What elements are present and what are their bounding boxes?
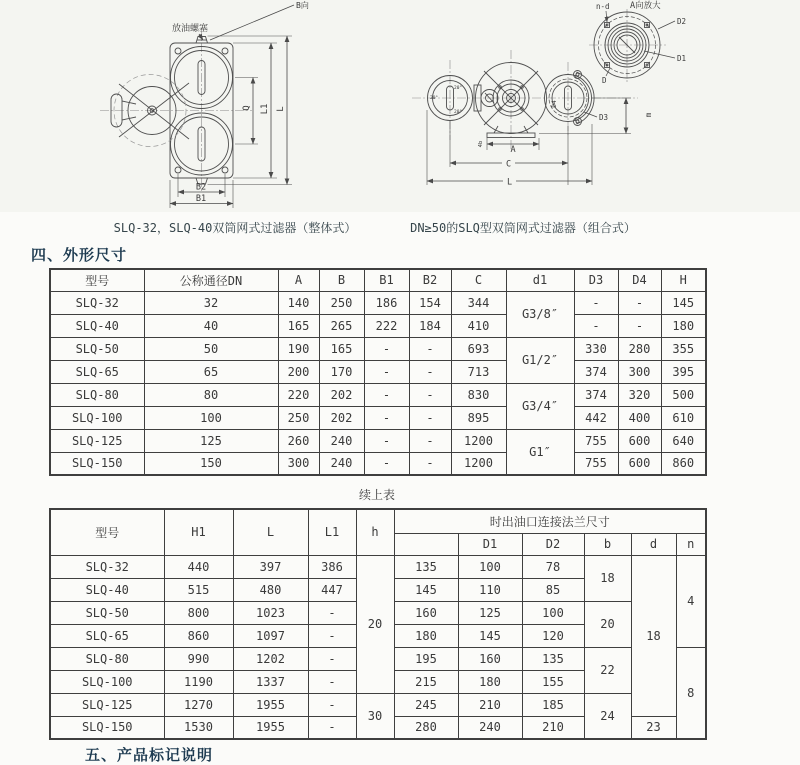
table-cell: - <box>618 314 661 337</box>
table-cell: 184 <box>409 314 451 337</box>
table-cell: 215 <box>394 670 458 693</box>
column-header: B <box>319 269 364 291</box>
table-group-header-row <box>50 509 706 533</box>
table-cell: 200 <box>278 360 319 383</box>
table-cell: 240 <box>319 429 364 452</box>
table-cell: 860 <box>661 452 706 475</box>
table-cell: - <box>308 693 356 716</box>
table-cell: 386 <box>308 555 356 578</box>
table-cell: 150 <box>144 452 278 475</box>
dim-l2-label: L <box>506 177 513 188</box>
table-cell: 395 <box>661 360 706 383</box>
column-header: H <box>661 269 706 291</box>
column-header: 型号 <box>50 509 164 555</box>
table-cell: G3/8″ <box>506 291 574 337</box>
table-row <box>50 337 706 360</box>
dim-d1-label: D1 <box>677 54 687 63</box>
left-diagram-caption: SLQ-32，SLQ-40双筒网式过滤器（整体式） <box>113 221 357 235</box>
table-cell: 202 <box>319 406 364 429</box>
dim-d-label: D <box>602 76 607 85</box>
section-title-dimensions: 四、外形尺寸 <box>31 247 128 264</box>
table-cell: SLQ-32 <box>50 555 164 578</box>
column-header: 型号 <box>50 269 144 291</box>
table-cell: - <box>364 337 409 360</box>
table-cell: 110 <box>458 578 522 601</box>
table-cell: - <box>409 337 451 360</box>
table-cell: 410 <box>451 314 506 337</box>
table-cell: 186 <box>364 291 409 314</box>
table-cell: SLQ-80 <box>50 647 164 670</box>
table-row <box>50 693 706 716</box>
table-cell: 330 <box>574 337 618 360</box>
table-cell: 180 <box>458 670 522 693</box>
table-cell: G3/4″ <box>506 383 574 429</box>
table-cell: 1200 <box>451 452 506 475</box>
table-cell: 640 <box>661 429 706 452</box>
table-cell: 154 <box>409 291 451 314</box>
table-cell: 125 <box>458 601 522 624</box>
angle-label-3: 20° <box>454 110 463 115</box>
table-cell: 8 <box>676 647 706 739</box>
technical-drawings <box>0 0 800 216</box>
table-cell: 374 <box>574 360 618 383</box>
table-cell: 20 <box>356 555 394 693</box>
table-cell: G1″ <box>506 429 574 475</box>
table-cell: G1/2″ <box>506 337 574 383</box>
table-cell: 240 <box>319 452 364 475</box>
table-cell: 180 <box>661 314 706 337</box>
column-header: D4 <box>618 269 661 291</box>
column-header: D1 <box>458 533 522 555</box>
table-cell: SLQ-150 <box>50 716 164 739</box>
table-cell: - <box>364 429 409 452</box>
continued-table-label: 续上表 <box>358 488 395 502</box>
table-cell: 78 <box>522 555 584 578</box>
dim-a-label: A <box>510 145 516 155</box>
table-cell: 480 <box>233 578 308 601</box>
column-header: D2 <box>522 533 584 555</box>
table-cell: 165 <box>278 314 319 337</box>
table-cell: 600 <box>618 429 661 452</box>
table-row <box>50 429 706 452</box>
table-cell: 165 <box>319 337 364 360</box>
table-cell: 250 <box>278 406 319 429</box>
dim-b1-label: B1 <box>195 194 207 204</box>
table-cell: 23 <box>631 716 676 739</box>
table-cell: 713 <box>451 360 506 383</box>
continued-dimensions-table <box>49 508 707 740</box>
table-cell: 4 <box>676 555 706 647</box>
column-header: B2 <box>409 269 451 291</box>
table-cell: SLQ-65 <box>50 624 164 647</box>
table-cell: - <box>308 601 356 624</box>
detail-title-label: A向放大 <box>630 1 661 11</box>
table-cell: 447 <box>308 578 356 601</box>
table-cell: 180 <box>394 624 458 647</box>
column-header: C <box>451 269 506 291</box>
dim-m-label: m <box>644 112 653 118</box>
table-cell: SLQ-100 <box>50 406 144 429</box>
table-cell: 265 <box>319 314 364 337</box>
table-cell: 300 <box>618 360 661 383</box>
table-row <box>50 406 706 429</box>
table-cell: 990 <box>164 647 233 670</box>
dim-l1-label: L1 <box>260 103 270 115</box>
table-cell: 245 <box>394 693 458 716</box>
table-cell: 344 <box>451 291 506 314</box>
table-cell: SLQ-40 <box>50 578 164 601</box>
right-diagram-caption: DN≥50的SLQ型双筒网式过滤器（组合式） <box>410 221 636 235</box>
table-cell: - <box>308 670 356 693</box>
table-cell: SLQ-125 <box>50 429 144 452</box>
table-cell: 860 <box>164 624 233 647</box>
table-cell: 18 <box>631 555 676 716</box>
table-cell: SLQ-100 <box>50 670 164 693</box>
table-cell: 280 <box>394 716 458 739</box>
column-header: d <box>631 533 676 555</box>
table-cell: 100 <box>522 601 584 624</box>
table-cell: 210 <box>522 716 584 739</box>
column-header: 时出油口连接法兰尺寸 <box>394 509 706 533</box>
column-header: d1 <box>506 269 574 291</box>
table-cell: 755 <box>574 429 618 452</box>
table-cell: 160 <box>394 601 458 624</box>
column-header: H1 <box>164 509 233 555</box>
table-cell: - <box>409 406 451 429</box>
table-cell: 210 <box>458 693 522 716</box>
table-cell: 220 <box>278 383 319 406</box>
table-cell: 250 <box>319 291 364 314</box>
table-cell: 1530 <box>164 716 233 739</box>
table-cell: 120 <box>522 624 584 647</box>
table-cell: 145 <box>458 624 522 647</box>
table-cell: 155 <box>522 670 584 693</box>
column-header: n <box>676 533 706 555</box>
table-cell: - <box>308 716 356 739</box>
table-cell: SLQ-50 <box>50 337 144 360</box>
table-cell: 800 <box>164 601 233 624</box>
table-cell: 1190 <box>164 670 233 693</box>
table-cell: - <box>618 291 661 314</box>
table-row <box>50 383 706 406</box>
table-cell: 500 <box>661 383 706 406</box>
table-cell: 140 <box>278 291 319 314</box>
scan-background <box>0 0 800 212</box>
table-cell: 260 <box>278 429 319 452</box>
dim-d3-label: D3 <box>599 113 609 122</box>
column-header: B1 <box>364 269 409 291</box>
column-header: A <box>278 269 319 291</box>
table-cell: 397 <box>233 555 308 578</box>
column-header: L <box>233 509 308 555</box>
table-cell: 300 <box>278 452 319 475</box>
dim-c-label: C <box>505 159 512 170</box>
table-cell: - <box>364 383 409 406</box>
table-cell: - <box>409 452 451 475</box>
table-cell: 1955 <box>233 716 308 739</box>
table-cell: 40 <box>144 314 278 337</box>
table-cell: 1200 <box>451 429 506 452</box>
table-cell: 135 <box>394 555 458 578</box>
table-cell: 135 <box>522 647 584 670</box>
table-cell: 320 <box>618 383 661 406</box>
table-cell: - <box>409 360 451 383</box>
table-cell: 610 <box>661 406 706 429</box>
table-cell: 30 <box>356 693 394 739</box>
table-cell: 202 <box>319 383 364 406</box>
table-cell: 20 <box>584 601 631 647</box>
table-cell: 22 <box>584 647 631 693</box>
table-cell: 240 <box>458 716 522 739</box>
table-cell: 1955 <box>233 693 308 716</box>
dim-base-label: 4b <box>478 140 484 148</box>
angle-label-1: 20° <box>430 96 439 101</box>
table-cell: 195 <box>394 647 458 670</box>
column-header: D3 <box>574 269 618 291</box>
table-cell: 18 <box>584 555 631 601</box>
dimensions-table <box>49 268 707 476</box>
table-cell: 1097 <box>233 624 308 647</box>
table-row <box>50 360 706 383</box>
table-cell: 170 <box>319 360 364 383</box>
table-cell: 374 <box>574 383 618 406</box>
table-cell: 85 <box>522 578 584 601</box>
table-cell: SLQ-65 <box>50 360 144 383</box>
table-cell: 50 <box>144 337 278 360</box>
table-cell: 125 <box>144 429 278 452</box>
column-header <box>394 533 458 555</box>
table-cell: SLQ-32 <box>50 291 144 314</box>
table-cell: - <box>574 291 618 314</box>
table-cell: 1023 <box>233 601 308 624</box>
table-row <box>50 314 706 337</box>
column-header: 公称通径DN <box>144 269 278 291</box>
dim-d2-label: D2 <box>677 17 687 26</box>
table-cell: 100 <box>144 406 278 429</box>
drain-plug-label: 放油螺塞 <box>172 24 209 34</box>
table-cell: - <box>364 360 409 383</box>
table-cell: 830 <box>451 383 506 406</box>
table-cell: SLQ-50 <box>50 601 164 624</box>
column-header: L1 <box>308 509 356 555</box>
table-cell: - <box>308 624 356 647</box>
column-header: h <box>356 509 394 555</box>
table-cell: SLQ-80 <box>50 383 144 406</box>
table-cell: 24 <box>584 693 631 739</box>
table-cell: 355 <box>661 337 706 360</box>
next-section-title: 五、产品标记说明 <box>85 747 214 764</box>
dim-l-label: L <box>276 106 286 112</box>
table-cell: - <box>409 383 451 406</box>
table-cell: - <box>308 647 356 670</box>
table-cell: 442 <box>574 406 618 429</box>
table-cell: 65 <box>144 360 278 383</box>
table-row <box>50 452 706 475</box>
table-cell: 222 <box>364 314 409 337</box>
dim-b2-label: B2 <box>195 182 207 193</box>
dim-q-label: Q <box>242 105 252 111</box>
table-cell: 1337 <box>233 670 308 693</box>
table-cell: - <box>364 406 409 429</box>
table-cell: 185 <box>522 693 584 716</box>
table-cell: 693 <box>451 337 506 360</box>
table-cell: 32 <box>144 291 278 314</box>
table-cell: - <box>409 429 451 452</box>
table-cell: 145 <box>661 291 706 314</box>
table-cell: - <box>574 314 618 337</box>
table-cell: 1202 <box>233 647 308 670</box>
view-b-label: B向 <box>296 1 309 10</box>
table-cell: 895 <box>451 406 506 429</box>
table-cell: 515 <box>164 578 233 601</box>
table-cell: 80 <box>144 383 278 406</box>
table-cell: - <box>364 452 409 475</box>
table-cell: 100 <box>458 555 522 578</box>
table-row <box>50 555 706 578</box>
angle-label-2: 20° <box>454 86 463 91</box>
table-cell: 400 <box>618 406 661 429</box>
table-cell: 160 <box>458 647 522 670</box>
table-header-row <box>50 269 706 291</box>
bolt-count-label: n-d <box>596 2 610 11</box>
table-cell: SLQ-125 <box>50 693 164 716</box>
table-cell: SLQ-150 <box>50 452 144 475</box>
table-cell: 145 <box>394 578 458 601</box>
table-cell: 440 <box>164 555 233 578</box>
table-cell: 600 <box>618 452 661 475</box>
table-cell: 190 <box>278 337 319 360</box>
table-cell: 280 <box>618 337 661 360</box>
table-cell: 755 <box>574 452 618 475</box>
table-cell: 1270 <box>164 693 233 716</box>
table-cell: SLQ-40 <box>50 314 144 337</box>
dim-d4-label: D4 <box>551 100 558 108</box>
column-header: b <box>584 533 631 555</box>
table-row <box>50 291 706 314</box>
